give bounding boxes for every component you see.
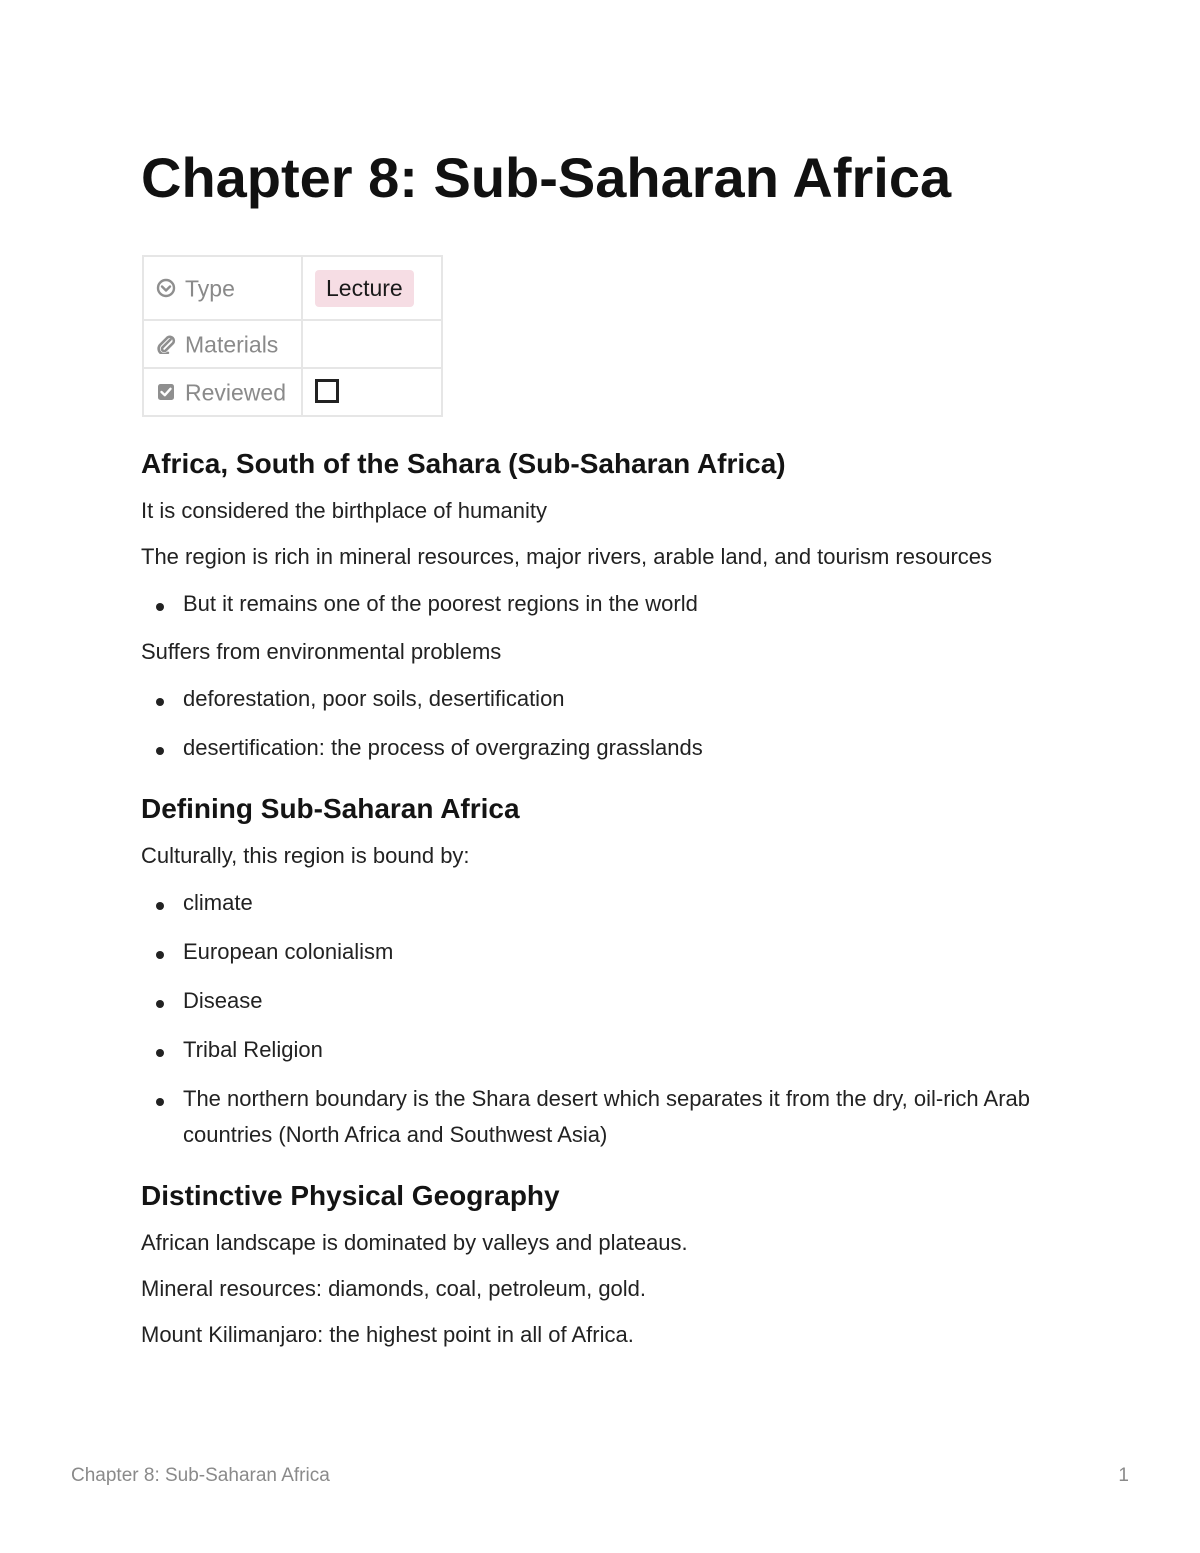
property-key-materials [143, 320, 302, 368]
property-value-materials[interactable] [302, 320, 442, 368]
property-label-materials: Materials [185, 331, 279, 358]
property-row-reviewed [143, 368, 442, 416]
page-number: 1 [1118, 1465, 1129, 1486]
paragraph: Suffers from environmental problems [141, 639, 502, 664]
properties-table [142, 255, 443, 417]
paragraph: Mount Kilimanjaro: the highest point in all of Africa. [141, 1322, 634, 1347]
property-row-materials [143, 320, 442, 368]
property-key-type [143, 256, 302, 320]
property-label-type: Type [185, 275, 235, 302]
page-title: Chapter 8: Sub-Saharan Africa [141, 146, 952, 209]
paragraph: Mineral resources: diamonds, coal, petroleum, gold. [141, 1276, 647, 1301]
target-icon [156, 277, 176, 297]
section-heading: Defining Sub-Saharan Africa [141, 793, 520, 824]
section-heading: Distinctive Physical Geography [141, 1180, 560, 1211]
paragraph: Culturally, this region is bound by: [141, 843, 470, 868]
list-item: desertification: the process of overgrazing grasslands [141, 724, 1101, 773]
list-item: But it remains one of the poorest regions in the world [141, 580, 1101, 629]
property-value-reviewed[interactable] [302, 368, 442, 416]
paragraph: It is considered the birthplace of humanity [141, 498, 548, 523]
bullet-list [141, 675, 1101, 773]
list-item: Tribal Religion [141, 1026, 1101, 1075]
paragraph: The region is rich in mineral resources, major rivers, arable land, and tourism resources [141, 544, 993, 569]
bullet-list [141, 879, 1101, 1160]
paperclip-icon [156, 333, 176, 353]
list-item: European colonialism [141, 928, 1101, 977]
property-value-type[interactable] [302, 256, 442, 320]
list-item: climate [141, 879, 1101, 928]
property-label-reviewed: Reviewed [185, 379, 286, 406]
lecture-tag[interactable]: Lecture [315, 270, 414, 307]
footer-title: Chapter 8: Sub-Saharan Africa [71, 1465, 330, 1486]
bullet-list [141, 580, 1101, 629]
list-item: Disease [141, 977, 1101, 1026]
section-heading: Africa, South of the Sahara (Sub-Saharan Africa) [141, 448, 786, 479]
list-item: The northern boundary is the Shara desert which separates it from the dry, oil-rich Arab countries (North Africa and Southwest Asia) [141, 1075, 1101, 1160]
list-item: deforestation, poor soils, desertification [141, 675, 1101, 724]
checkbox-icon [156, 381, 176, 401]
reviewed-checkbox[interactable] [315, 379, 339, 403]
property-key-reviewed [143, 368, 302, 416]
document-body [141, 440, 1101, 1358]
paragraph: African landscape is dominated by valleys and plateaus. [141, 1230, 688, 1255]
property-row-type [143, 256, 442, 320]
